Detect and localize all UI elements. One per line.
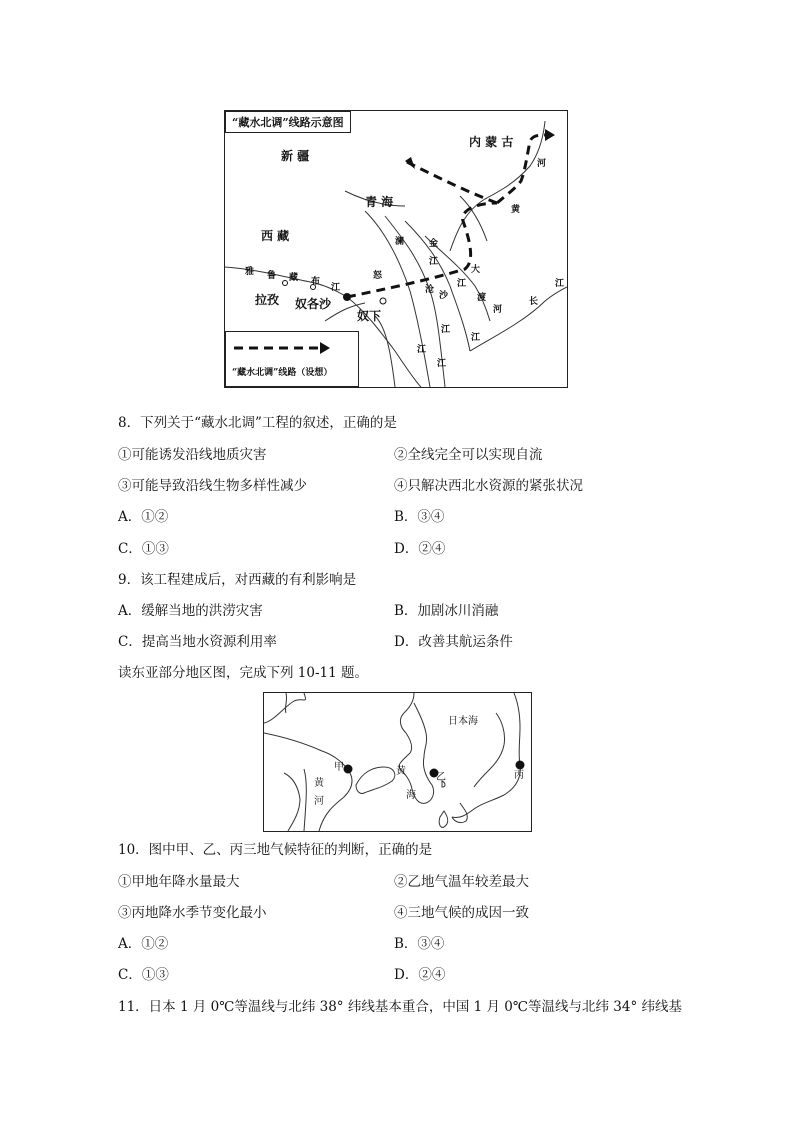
label-nu: 怒 — [373, 271, 383, 281]
q9-option-d[interactable]: D．改善其航运条件 — [394, 634, 513, 650]
q8-option-c[interactable]: C．①③ — [118, 541, 169, 557]
label-he-top: 河 — [537, 159, 547, 169]
yellow-river-line — [284, 773, 300, 831]
legend-arrow-icon — [226, 334, 358, 364]
q8-statement-1: ①可能诱发沿线地质灾害 — [118, 447, 267, 463]
map1-title: “藏水北调”线路示意图 — [225, 111, 351, 133]
q8-option-b[interactable]: B．③④ — [394, 509, 445, 525]
label-jiang-c: 江 — [441, 325, 451, 335]
map-zangshui-beidiao — [224, 110, 568, 388]
label-huanghai-2: 海 — [406, 790, 416, 801]
q10-statement-2: ②乙地气温年较差最大 — [394, 874, 529, 890]
label-bing: 丙 — [514, 770, 524, 781]
q10-statement-1: ①甲地年降水量最大 — [118, 874, 240, 890]
intro-10-11: 读东亚部分地区图，完成下列 10-11 题。 — [118, 665, 369, 681]
nugesha-point — [343, 293, 351, 301]
q8-option-a[interactable]: A．①② — [118, 509, 169, 525]
label-jiang-d: 江 — [471, 333, 481, 343]
lazi-point — [283, 281, 288, 286]
q8-statement-3: ③可能导致沿线生物多样性减少 — [118, 478, 307, 494]
label-huang-river-2: 河 — [314, 796, 324, 807]
legend-label: “藏水北调”线路（设想） — [232, 368, 333, 378]
q10-statement-4: ④三地气候的成因一致 — [394, 905, 529, 921]
nuxia-point — [380, 298, 386, 304]
map-east-asia-coastlines — [264, 693, 531, 831]
label-chang: 长 — [529, 297, 539, 307]
label-jin: 金 — [429, 239, 439, 249]
label-nuxia: 奴下 — [357, 309, 382, 323]
map-east-asia — [263, 692, 532, 832]
label-qinghai: 青 海 — [365, 195, 394, 209]
q8-statement-2: ②全线完全可以实现自流 — [394, 447, 543, 463]
japan-honshu-line — [452, 693, 520, 818]
q9-stem: 9．该工程建成后，对西藏的有利影响是 — [118, 572, 357, 588]
label-jiang-b: 江 — [457, 279, 467, 289]
label-jiang-f: 江 — [437, 359, 447, 369]
point-bing — [516, 761, 525, 770]
label-huang: 黄 — [511, 205, 521, 215]
korea-coast-line — [399, 703, 434, 803]
q10-stem: 10．图中甲、乙、丙三地气候特征的判断，正确的是 — [118, 842, 433, 858]
label-cang: 沧 — [425, 285, 435, 295]
q9-option-c[interactable]: C．提高当地水资源利用率 — [118, 634, 277, 650]
label-yalu-2: 鲁 — [267, 271, 277, 281]
q10-option-d[interactable]: D．②④ — [394, 967, 446, 983]
q10-option-c[interactable]: C．①③ — [118, 967, 169, 983]
route-main-line — [347, 203, 497, 297]
label-nugesha: 奴各沙 — [295, 297, 332, 311]
q10-option-a[interactable]: A．①② — [118, 936, 169, 952]
route-west-line — [405, 161, 497, 203]
label-du: 渡 — [477, 293, 487, 303]
label-jiang-a: 江 — [429, 257, 439, 267]
q8-stem: 8．下列关于“藏水北调”工程的叙述，正确的是 — [118, 415, 397, 431]
q10-option-b[interactable]: B．③④ — [394, 936, 445, 952]
label-yalu-3: 藏 — [289, 273, 299, 283]
label-changjiang-jiang: 江 — [555, 279, 565, 289]
arrow-north-icon — [545, 129, 555, 141]
q8-option-d[interactable]: D．②④ — [394, 541, 446, 557]
point-jia — [344, 765, 353, 774]
q11-stem: 11．日本 1 月 0℃等温线与北纬 38° 纬线基本重合，中国 1 月 0℃等温线与北纬 34° 纬线基 — [118, 999, 683, 1015]
label-yalu-1: 雅 — [245, 267, 255, 277]
label-huang-river-1: 黄 — [314, 778, 324, 789]
map1-legend — [225, 331, 359, 387]
q9-option-a[interactable]: A．缓解当地的洪涝灾害 — [118, 603, 263, 619]
label-da: 大 — [471, 265, 481, 275]
label-jia: 甲 — [334, 762, 344, 773]
label-yalu-5: 江 — [331, 283, 341, 293]
label-riben-hai: 日本海 — [448, 716, 478, 727]
q8-statement-4: ④只解决西北水资源的紧张状况 — [394, 478, 583, 494]
label-river-he: 河 — [493, 305, 503, 315]
label-yalu-4: 布 — [311, 277, 321, 287]
label-huanghai-1: 黄 — [396, 766, 406, 777]
label-neimenggu: 内 蒙 古 — [469, 135, 514, 149]
label-lan: 澜 — [395, 237, 405, 247]
label-xinjiang: 新 疆 — [281, 149, 310, 163]
label-xizang: 西 藏 — [261, 229, 290, 243]
label-sha: 沙 — [439, 291, 449, 301]
q9-option-b[interactable]: B．加剧冰川消融 — [394, 603, 499, 619]
label-jiang-e: 江 — [417, 345, 427, 355]
q10-statement-3: ③丙地降水季节变化最小 — [118, 905, 267, 921]
label-lazi: 拉孜 — [255, 293, 280, 307]
label-yi: 乙 — [436, 772, 446, 783]
